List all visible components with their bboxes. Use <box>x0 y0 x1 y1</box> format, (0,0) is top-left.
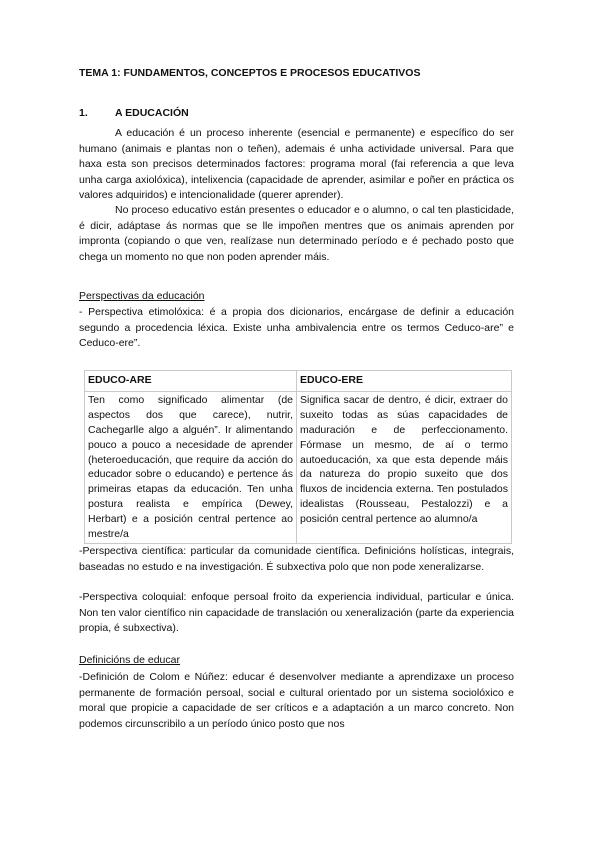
paragraph-educational-process: No proceso educativo están presentes o educador e o alumno, o cal ten plasticidade, é dicir, adáptase ás normas que se lle impoñen mentres que os animais aprenden por impronta (copiando o que ven, realízase nun determinado período e é pechado posto que chega un momento no que non poden aprender máis. <box>79 204 514 263</box>
definitions-heading: Definicións de educar <box>79 654 180 666</box>
table-cell-educo-ere: Significa sacar de dentro, é dicir, extraer do suxeito todas as súas capacidades de maduración e de perfeccionamento. Fórmase un mesmo, de aí o termo autoeducación, xa que esta depende máis da natureza do propio suxeito que dos fluxos de incidencia externa. Ten postulados idealistas (Rousseau, Pestalozzi) e a posición central pertence ao alumno/a <box>297 391 512 543</box>
paragraph-education: A educación é un proceso inherente (esencial e permanente) e específico do ser humano (animais e plantas non o teñen), ademais é unha actividade universal. Para que haxa esta son precisos determinados factores: programa moral (fai referencia a que leva unha carga axiolóxica), intelixencia (capacidade de aprender, asimilar e poñer en práctica os valores adquiridos) e intencionalidade (querer aprender). <box>79 127 514 201</box>
table-header-row <box>85 371 512 392</box>
section-number: 1. <box>79 107 88 119</box>
definition-colom-nunez <box>79 670 514 732</box>
table-cell-educo-are: Ten como significado alimentar (de aspectos dos que carece), nutrir, Cachegarlle algo a alguén”. Ir alimentando pouco a pouco a necesidade de aprender (heteroeducación, que require da acción do educador sobre o educando) e pertence ás primeiras etapas da educación. Ten unha postura realista e empírica (Dewey, Herbart) e a posición central pertence ao mestre/a <box>85 391 297 543</box>
list-item-text: Definición de Colom e Núñez: educar é desenvolver mediante a aprendizaxe un proceso permanente de formación persoal, social e cultural orientado por un sistema sociolóxico e moral que propicie a capacidade de ser críticos e a adaptación a un marco concreto. Non podemos circunscribilo a un período único posto que nos <box>79 671 514 730</box>
list-dash: - <box>79 671 83 683</box>
perspective-colloquial <box>79 590 514 637</box>
perspective-scientific <box>79 544 514 575</box>
table-header-educo-ere: EDUCO-ERE <box>297 371 512 392</box>
table-row <box>85 391 512 543</box>
list-item-text: Perspectiva científica: particular da comunidade científica. Definicións holísticas, integrais, baseadas no estudo e na investigación. É subxectiva polo que non pode xeneralizarse. <box>79 545 514 573</box>
section-title: A EDUCACIÓN <box>115 107 189 119</box>
perspectives-heading: Perspectivas da educación <box>79 290 205 302</box>
perspective-etymological: - Perspectiva etimolóxica: é a propia dos dicionarios, encárgase de definir a educación segundo a procedencia léxica. Existe unha ambivalencia entre os termos Ceduco-are” e Ceduco-ere”. <box>79 306 514 349</box>
list-dash: - <box>79 591 83 603</box>
document-title: TEMA 1: FUNDAMENTOS, CONCEPTOS E PROCESOS EDUCATIVOS <box>79 67 421 79</box>
educo-comparison-table <box>84 370 512 544</box>
list-item-text: Perspectiva coloquial: enfoque persoal froito da experiencia individual, particular e única. Non ten valor científico nin capacidade de translación ou xeneralización (parte da experiencia propia, é subxectiva). <box>79 591 514 634</box>
section-heading <box>79 106 529 121</box>
table-header-educo-are: EDUCO-ARE <box>85 371 297 392</box>
list-dash: - <box>79 545 83 557</box>
